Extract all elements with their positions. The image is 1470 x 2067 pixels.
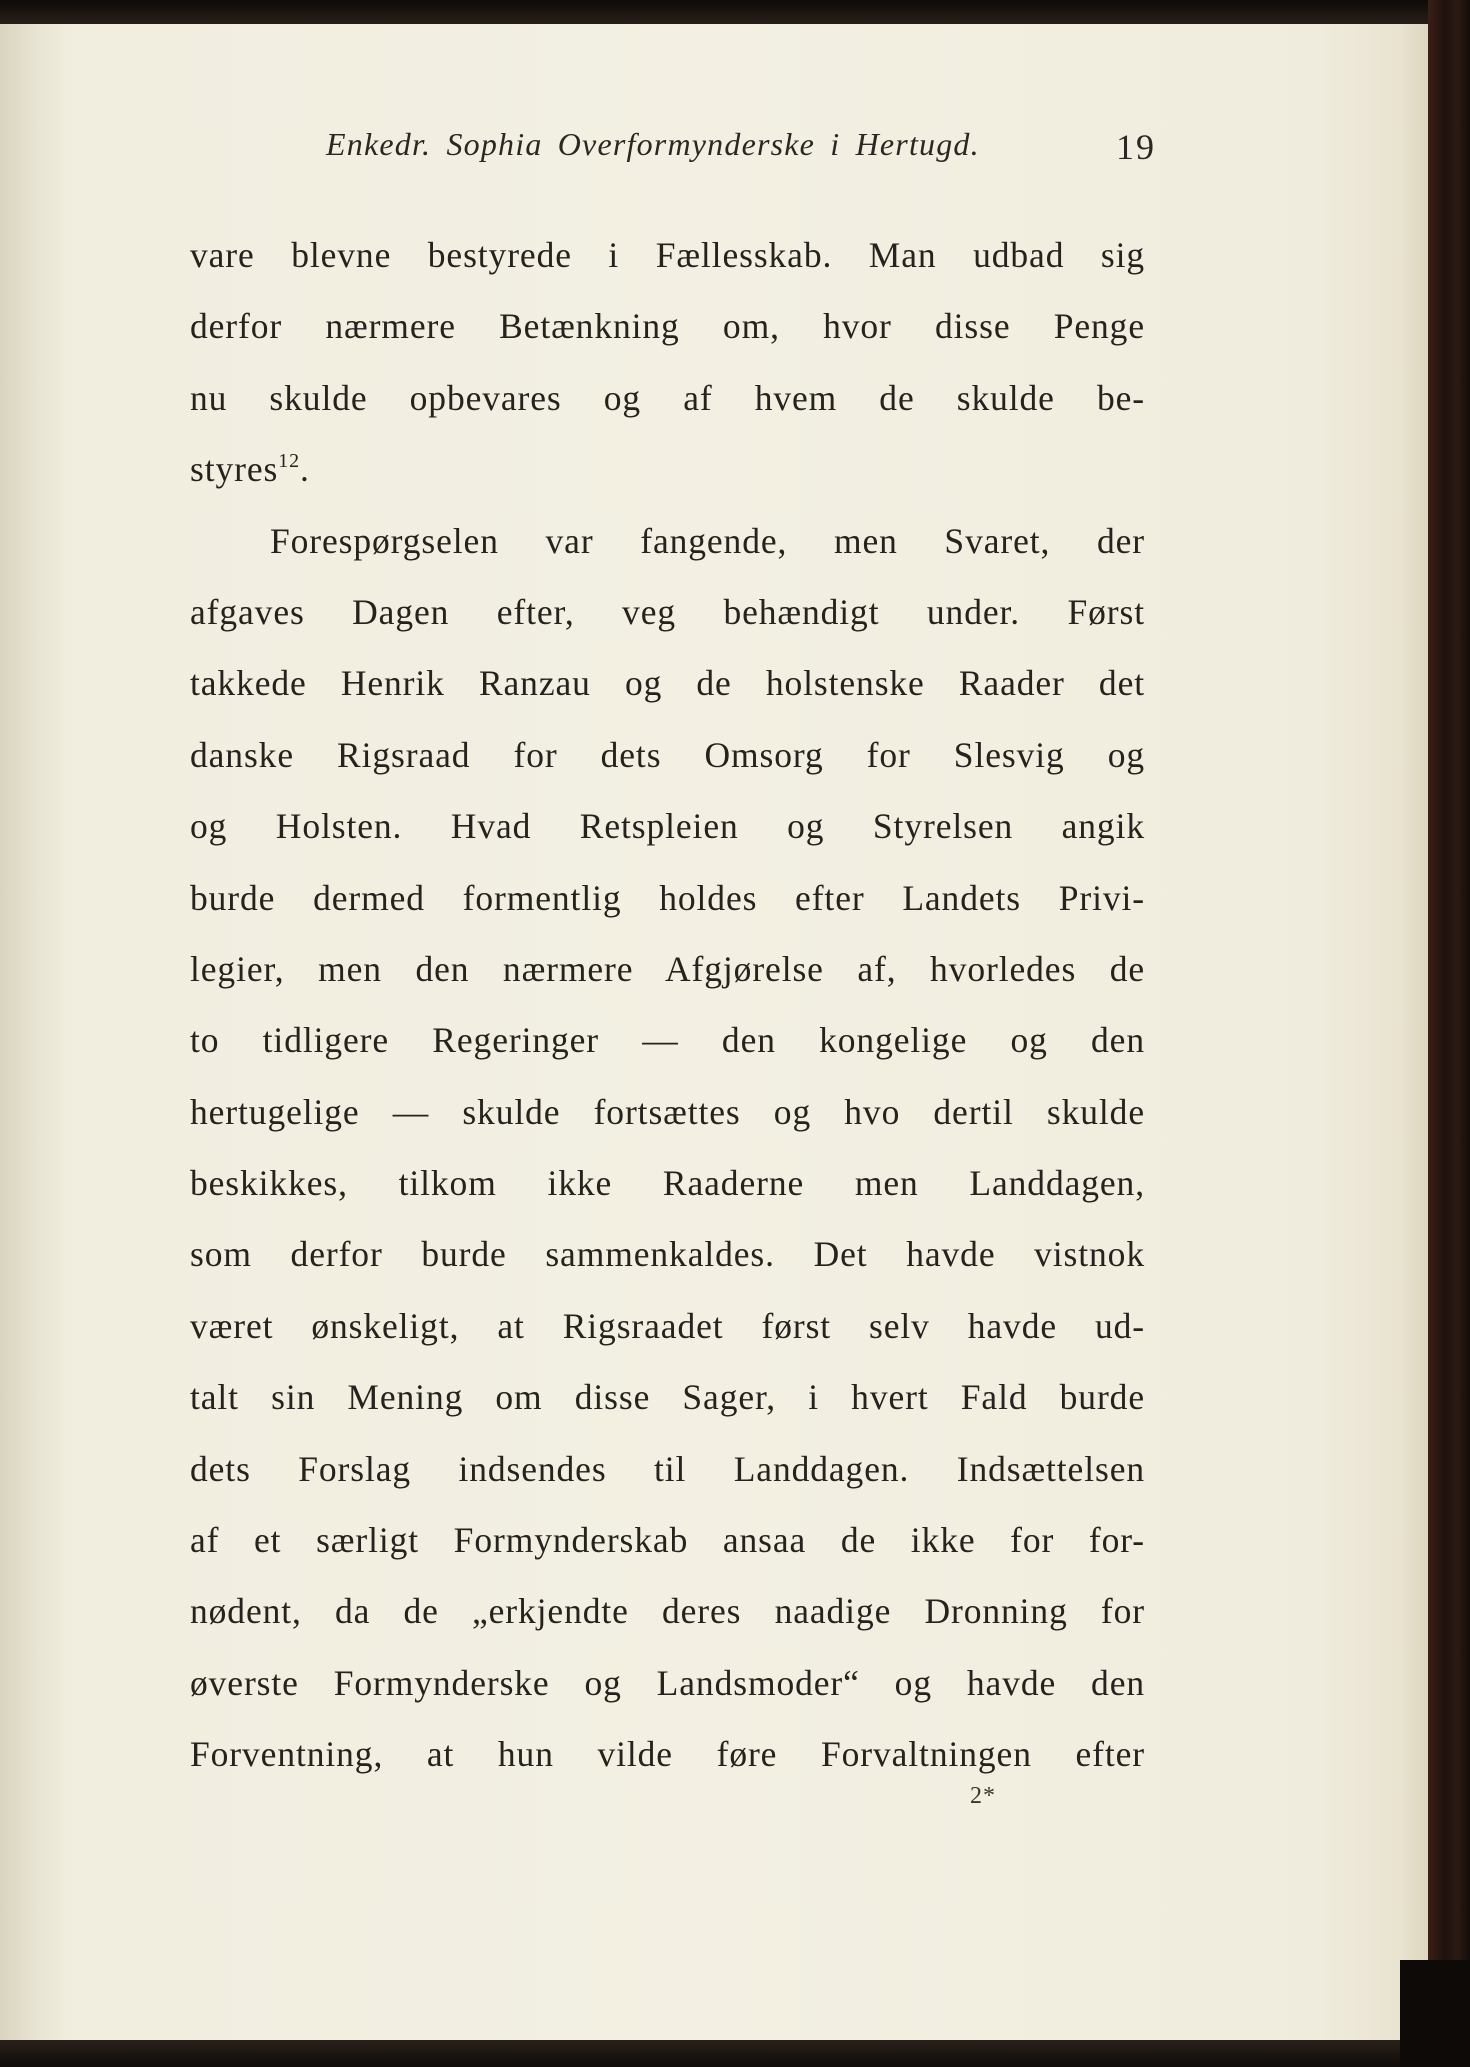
running-title: Enkedr. Sophia Overformynderske i Hertugd. [326, 126, 980, 162]
scan-frame-top [0, 0, 1470, 26]
text-line: Forventning, at hun vilde føre Forvaltningen efter [190, 1734, 1145, 1775]
text-line-segment: styres [190, 449, 279, 490]
text-line-paragraph-start: Forespørgselen var fangende, men Svaret, der [270, 520, 1145, 561]
footnote-reference: 12 [278, 450, 301, 473]
running-header [326, 126, 1156, 170]
page-number: 19 [1116, 127, 1156, 167]
text-line: dets Forslag indsendes til Landdagen. Indsættelsen [190, 1448, 1145, 1489]
text-line: derfor nærmere Betænkning om, hvor disse Penge [190, 306, 1145, 347]
text-line: to tidligere Regeringer — den kongelige og den [190, 1020, 1145, 1061]
text-line: hertugelige — skulde fortsættes og hvo dertil skulde [190, 1091, 1145, 1132]
body-text [190, 220, 1145, 1791]
text-line: afgaves Dagen efter, veg behændigt under. Først [190, 591, 1145, 632]
line-punctuation: . [300, 449, 310, 490]
text-line: vare blevne bestyrede i Fællesskab. Man udbad sig [190, 235, 1145, 275]
text-line: legier, men den nærmere Afgjørelse af, hvorledes de [190, 948, 1145, 989]
text-line: af et særligt Formynderskab ansaa de ikke for for- [190, 1520, 1145, 1561]
text-line: nu skulde opbevares og af hvem de skulde be- [190, 377, 1145, 418]
text-line-with-footnote [190, 434, 1145, 505]
text-line: og Holsten. Hvad Retspleien og Styrelsen angik [190, 806, 1145, 847]
page-edge-shadow [1400, 24, 1430, 2042]
text-line: øverste Formynderske og Landsmoder“ og havde den [190, 1662, 1145, 1703]
page-spine-shadow [0, 24, 64, 2042]
text-line: burde dermed formentlig holdes efter Landets Privi- [190, 877, 1145, 918]
text-line: beskikkes, tilkom ikke Raaderne men Landdagen, [190, 1163, 1145, 1204]
text-line: danske Rigsraad for dets Omsorg for Slesvig og [190, 734, 1145, 775]
scan-frame-right [1428, 0, 1470, 2067]
text-line: takkede Henrik Ranzau og de holstenske Raader det [190, 663, 1145, 704]
scan-frame-bottom [0, 2040, 1470, 2067]
text-line: talt sin Mening om disse Sager, i hvert Fald burde [190, 1377, 1145, 1418]
text-line: som derfor burde sammenkaldes. Det havde vistnok [190, 1234, 1145, 1275]
text-line: været ønskeligt, at Rigsraadet først selv havde ud- [190, 1305, 1145, 1346]
scan-corner [1400, 1960, 1470, 2067]
text-line: nødent, da de „erkjendte deres naadige Dronning for [190, 1591, 1145, 1632]
signature-mark: 2* [970, 1783, 996, 1809]
